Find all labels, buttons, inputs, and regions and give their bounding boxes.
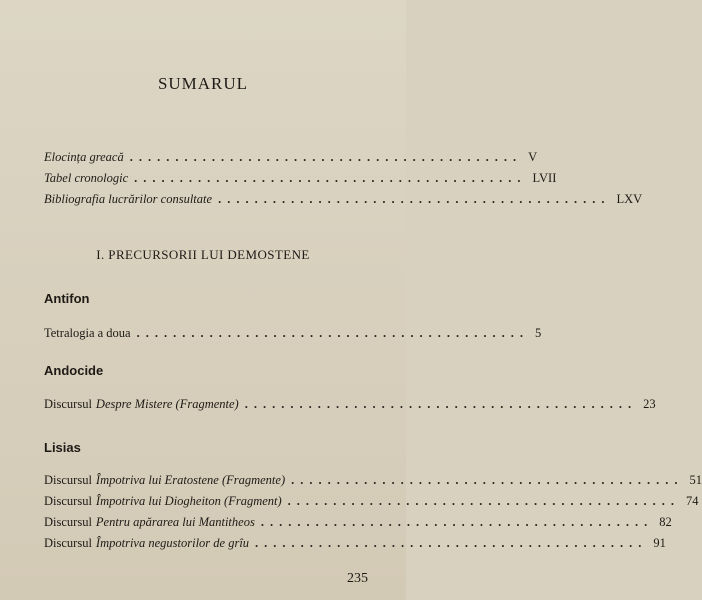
section-author: Andocide (44, 363, 104, 378)
dot-leader: ........................................... (260, 515, 654, 529)
toc-entry-title: Împotriva lui Eratostene (Fragmente) (95, 473, 286, 487)
toc-entry-page: 23 (643, 397, 656, 411)
toc-entry-page: 74 (686, 494, 699, 508)
toc-entry-page: 91 (653, 536, 666, 550)
toc-entry-prefix: Discursul (44, 494, 92, 508)
dot-leader: ........................................... (136, 326, 529, 340)
toc-entry[interactable] (44, 171, 557, 189)
dot-leader: ........................................... (291, 473, 684, 487)
toc-entry[interactable] (44, 326, 542, 344)
toc-entry[interactable] (44, 515, 672, 533)
page-title: SUMARUL (157, 74, 249, 93)
page-number: 235 (347, 571, 368, 586)
dot-leader: ........................................... (218, 192, 611, 206)
toc-entry[interactable] (44, 494, 699, 512)
toc-entry[interactable] (44, 397, 656, 415)
toc-entry[interactable] (44, 536, 666, 554)
toc-entry-prefix: Discursul (44, 536, 92, 550)
dot-leader: ........................................... (129, 150, 523, 164)
toc-entry-page: 82 (659, 515, 672, 529)
part-heading: I. PRECURSORII LUI DEMOSTENE (96, 247, 310, 262)
toc-entry-page: LVII (532, 171, 557, 185)
toc-entry-prefix: Tetralogia a doua (44, 326, 131, 340)
dot-leader: ........................................... (244, 397, 638, 411)
section-author: Antifon (44, 291, 90, 306)
toc-entry-page: V (528, 150, 538, 164)
toc-entry-title: Despre Mistere (Fragmente) (95, 397, 239, 411)
toc-entry-title: Tabel cronologic (44, 171, 129, 185)
toc-entry-page: LXV (616, 192, 643, 206)
toc-entry-prefix: Discursul (44, 515, 92, 529)
toc-entry-prefix: Discursul (44, 473, 92, 487)
dot-leader: ........................................... (255, 536, 648, 550)
toc-entry[interactable] (44, 150, 538, 168)
dot-leader: ........................................... (287, 494, 681, 508)
toc-entry-page: 5 (534, 326, 542, 340)
toc-entry-title: Împotriva lui Diogheiton (Fragment) (95, 494, 282, 508)
toc-entry-title: Împotriva negustorilor de grîu (95, 536, 250, 550)
section-author: Lisias (44, 440, 81, 455)
toc-entry-title: Pentru apărarea lui Mantitheos (95, 515, 255, 529)
toc-entry[interactable] (44, 192, 643, 210)
toc-entry-page: 51 (689, 473, 702, 487)
toc-entry[interactable] (44, 473, 702, 491)
toc-entry-title: Elocința greacă (44, 150, 124, 164)
toc-entry-title: Bibliografia lucrărilor consultate (44, 192, 213, 206)
toc-entry-prefix: Discursul (44, 397, 92, 411)
dot-leader: ........................................... (134, 171, 527, 185)
